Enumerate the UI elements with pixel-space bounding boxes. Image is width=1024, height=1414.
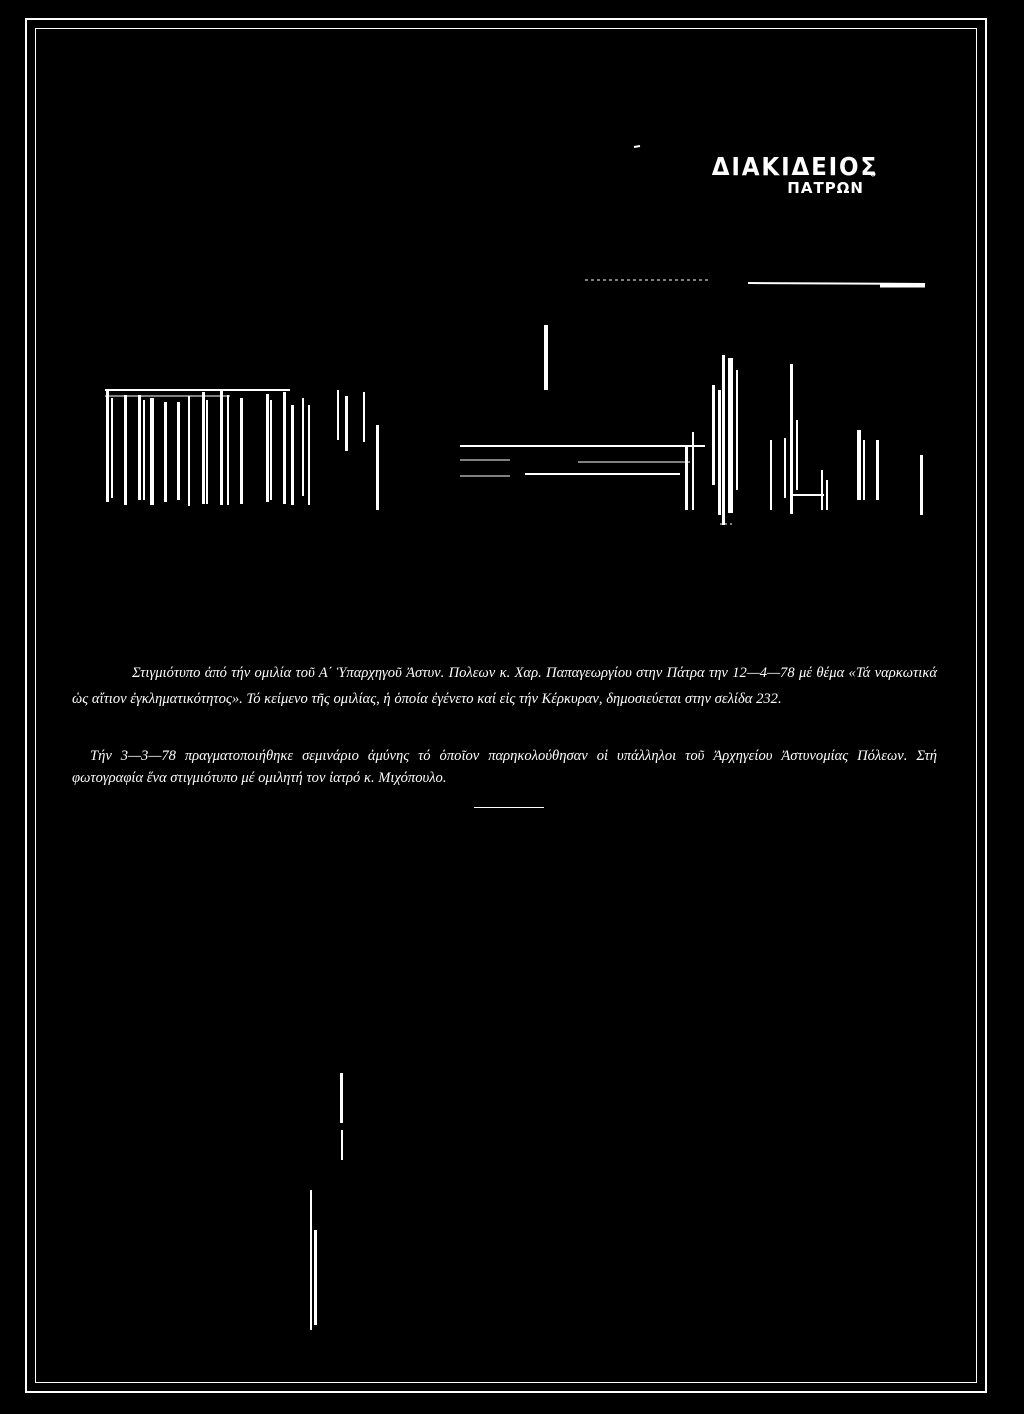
- pole-center: [544, 325, 548, 390]
- sign-line-city: ΠΑΤΡΩΝ: [787, 179, 864, 197]
- caption-second-photo: Τήν 3—3—78 πραγματοποιήθηκε σεμινάριο ἀμύνης τό ὁποῖον παρηκολούθησαν οἱ υπάλληλοι τοῦ Ἀρχηγείου Ἀστυνομίας Πόλεων. Στή φωτογραφία ἕνα στιγμιότυπο μέ ομιλητή τον ἰατρό κ. Μιχόπουλο.: [72, 748, 937, 786]
- bottom-photo-remnant: [300, 1070, 360, 1330]
- center-table: [460, 432, 705, 510]
- sign-line-institution: ΔΙΑΚΙΔΕΙΟΣ: [711, 152, 878, 181]
- caption-first-photo: Στιγμιότυπο ἀπό τήν ομιλία τοῦ Α΄ Ὑπαρχηγοῦ Ἀστυν. Πολεων κ. Χαρ. Παπαγεωργίου στην Πάτρα την 12—4—78 μέ θέμα «Τά ναρκωτικά ὡς αἴτιον ἐγκληματικότητος». Τό κείμενο τῆς ομιλίας, ἡ ὁποία ἐγένετο καί εἰς τήν Κέρκυραν, δημοσιεύεται στην σελίδα 232.: [72, 665, 937, 707]
- section-divider: [474, 807, 544, 808]
- right-figures-cluster: [712, 355, 923, 525]
- left-figures-cluster: [105, 390, 379, 510]
- ceiling-line-right: [748, 283, 925, 284]
- sign-mark-left: [634, 146, 640, 147]
- wall-sign: [658, 154, 878, 196]
